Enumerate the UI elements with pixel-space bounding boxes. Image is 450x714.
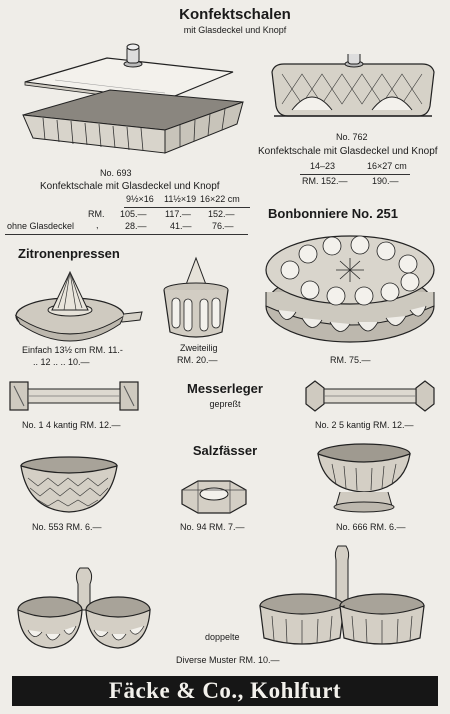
box-693-rm-label: RM.	[88, 209, 105, 219]
box-762-price-2: 190.—	[372, 176, 399, 186]
box-693-caption: Konfektschale mit Glasdeckel und Knopf	[40, 181, 220, 192]
salt-cellar-553-illustration	[14, 454, 124, 516]
box-762-size-1: 14–23	[310, 161, 336, 171]
box-693-ditto: ,	[96, 220, 99, 230]
double-salt-cellar-price: Diverse Muster RM. 10.—	[176, 655, 280, 665]
box-693-price-1: 105.—	[120, 209, 147, 219]
box-693-without-lid-label: ohne Glasdeckel	[7, 221, 75, 231]
box-693-size-1: 9½×16	[126, 194, 154, 204]
bonbonniere-price: RM. 75.—	[330, 355, 371, 365]
lemon-press-two-part-illustration	[152, 256, 242, 342]
bonbonniere-title: Bonbonniere No. 251	[268, 206, 399, 221]
box-693-size-2: 11½×19	[164, 194, 197, 204]
messerleger-title: Messerleger	[187, 381, 263, 396]
knife-rest-2-illustration	[304, 378, 436, 414]
double-salt-cellar-1-illustration	[14, 564, 154, 664]
box-693-price-2: 117.—	[165, 209, 191, 219]
knife-rest-1-illustration	[8, 378, 140, 414]
box-693-number: No. 693	[100, 168, 132, 178]
box-693-price-no-lid-3: 76.—	[212, 221, 234, 231]
box-762-caption: Konfektschale mit Glasdeckel und Knopf	[258, 146, 438, 157]
knife-rest-1-price: No. 1 4 kantig RM. 12.—	[22, 420, 121, 430]
salt-cellar-94-price: No. 94 RM. 7.—	[180, 522, 245, 532]
salt-cellar-553-price: No. 553 RM. 6.—	[32, 522, 102, 532]
lemon-press-simple-illustration	[8, 268, 146, 344]
salt-cellar-666-illustration	[314, 440, 414, 516]
zitronenpressen-title: Zitronenpressen	[18, 246, 120, 261]
bonbonniere-illustration	[260, 232, 440, 350]
page-subtitle: mit Glasdeckel und Knopf	[183, 25, 287, 35]
box-693-size-3: 16×22 cm	[200, 194, 240, 204]
salt-cellar-666-price: No. 666 RM. 6.—	[336, 522, 406, 532]
box-762-size-rule	[300, 174, 410, 175]
box-762-price-1: RM. 152.—	[302, 176, 348, 186]
double-salt-cellar-label: doppelte	[205, 632, 240, 642]
lemon-press-two-part-price: RM. 20.—	[177, 355, 218, 365]
box-693-size-rule	[124, 207, 250, 208]
box-693-price-no-lid-1: 28.—	[125, 221, 147, 231]
knife-rest-2-price: No. 2 5 kantig RM. 12.—	[315, 420, 414, 430]
salzfasser-title: Salzfässer	[192, 443, 258, 458]
company-name: Fäcke & Co., Kohlfurt	[108, 678, 342, 703]
box-762-number: No. 762	[336, 132, 368, 142]
page-title: Konfektschalen	[179, 6, 291, 23]
box-693-bottom-rule	[5, 234, 248, 235]
box-762-size-2: 16×27 cm	[367, 161, 407, 171]
box-693-price-3: 152.—	[208, 209, 235, 219]
salt-cellar-94-illustration	[176, 478, 252, 516]
box-693-illustration	[15, 40, 250, 160]
messerleger-subtitle: gepreßt	[209, 399, 241, 409]
company-footer-banner	[12, 676, 438, 706]
lemon-press-two-part-label: Zweiteilig	[180, 343, 218, 353]
lemon-press-simple-price: Einfach 13½ cm RM. 11.-	[22, 345, 123, 355]
double-salt-cellar-2-illustration	[252, 542, 432, 654]
box-693-price-no-lid-2: 41.—	[170, 221, 192, 231]
lemon-press-simple-price-2: .. 12 .. .. 10.—	[33, 357, 90, 367]
box-762-illustration	[262, 54, 442, 128]
